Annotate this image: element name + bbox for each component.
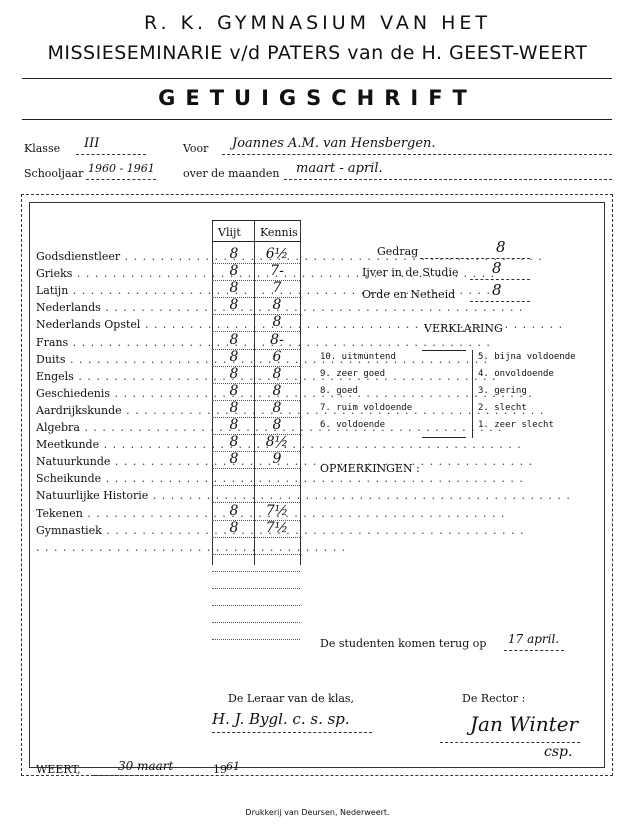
- vlijt-grade: 8: [229, 280, 239, 297]
- col-kennis-header: Kennis: [260, 226, 298, 239]
- kennis-grade: 7½: [265, 502, 289, 519]
- kennis-grade: 9: [272, 451, 282, 468]
- kennis-grade: 8: [272, 365, 282, 382]
- vlijt-grade: 8: [229, 348, 239, 365]
- ijver-value: 8: [492, 259, 502, 277]
- gedrag-line: [420, 258, 530, 259]
- subject-label: Natuurlijke Historie . . .: [36, 489, 208, 506]
- grade-row-rule: [212, 537, 300, 538]
- voor-value: Joannes A.M. van Hensbergen.: [232, 136, 436, 151]
- vlijt-grade: 8: [229, 331, 239, 348]
- klasse-label: Klasse: [24, 142, 61, 155]
- vlijt-grade: 8: [229, 382, 239, 399]
- leraar-label: De Leraar van de klas,: [228, 692, 355, 705]
- rector-signature: Jan Winter: [470, 712, 579, 736]
- subject-label: Scheikunde . . .: [36, 472, 208, 489]
- verklaring-item: 8. goed: [320, 386, 358, 396]
- date-value: 30 maart: [118, 759, 174, 773]
- place-label: WEERT,: [36, 763, 81, 776]
- subject-label: Geschiedenis . . .: [36, 387, 208, 404]
- gedrag-value: 8: [496, 238, 506, 256]
- maanden-line: [284, 179, 612, 180]
- subject-label: Grieks . . .: [36, 267, 208, 284]
- rector-sub: csp.: [544, 744, 573, 760]
- orde-label: Orde en Netheid: [362, 288, 456, 301]
- klasse-line: [76, 154, 146, 155]
- kennis-grade: 8: [272, 314, 282, 331]
- subject-label: Nederlands . . .: [36, 301, 208, 318]
- leraar-line: [212, 732, 372, 733]
- grade-row-rule: [212, 554, 300, 555]
- verklaring-item: 6. voldoende: [320, 420, 386, 430]
- vlijt-grade: 8: [229, 246, 239, 262]
- vlijt-grade: 8: [229, 417, 239, 433]
- voor-label: Voor: [183, 142, 209, 155]
- terug-date: 17 april.: [508, 632, 560, 646]
- verklaring-item: 1. zeer slecht: [478, 420, 554, 430]
- subject-label: Latijn . . .: [36, 284, 208, 301]
- schooljaar-value: 1960 - 1961: [88, 162, 155, 175]
- leraar-signature: H. J. Bygl. c. s. sp.: [212, 710, 350, 728]
- verklaring-item: 5. bijna voldoende: [478, 352, 576, 362]
- maanden-label: over de maanden: [183, 167, 280, 180]
- date-line: [94, 775, 204, 776]
- subject-label: Meetkunde . . .: [36, 438, 208, 455]
- verklaring-item: 4. onvoldoende: [478, 369, 554, 379]
- vlijt-grade: 8: [229, 399, 239, 416]
- table-top-rule: [212, 220, 300, 221]
- grade-row-rule: [212, 485, 300, 486]
- klasse-value: III: [84, 136, 100, 151]
- subject-label: Natuurkunde . . .: [36, 455, 208, 472]
- verklaring-title: VERKLARING: [424, 322, 503, 335]
- kennis-grade: 7½: [265, 519, 289, 536]
- rector-line: [440, 742, 580, 743]
- voor-line: [222, 154, 612, 155]
- ijver-label: Ijver in de Studie: [362, 266, 459, 279]
- kennis-grade: 8: [272, 399, 282, 416]
- subject-label: Nederlands Opstel . . .: [36, 318, 208, 335]
- orde-value: 8: [492, 281, 502, 299]
- subject-label: Godsdienstleer . . .: [36, 250, 208, 267]
- schooljaar-line: [86, 179, 156, 180]
- grade-row-rule: [212, 605, 300, 606]
- header-rule: [22, 78, 612, 79]
- terug-text: De studenten komen terug op: [320, 637, 487, 650]
- vlijt-grade: 8: [229, 365, 239, 382]
- kennis-grade: 8½: [265, 434, 289, 451]
- table-header-rule: [212, 241, 300, 242]
- kennis-grade: 8: [272, 417, 282, 433]
- col-vlijt-header: Vlijt: [218, 226, 241, 239]
- opmerkingen-label: OPMERKINGEN :: [320, 462, 420, 475]
- grade-row-rule: [212, 468, 300, 469]
- grade-row-rule: [212, 571, 300, 572]
- verklaring-item: 7. ruim voldoende: [320, 403, 413, 413]
- school-name-line1: R. K. GYMNASIUM VAN HET: [143, 12, 492, 34]
- gedrag-label: Gedrag: [377, 245, 419, 258]
- grade-row-rule: [212, 639, 300, 640]
- ijver-line: [470, 279, 530, 280]
- maanden-value: maart - april.: [296, 161, 383, 176]
- subject-label: Algebra . . .: [36, 421, 208, 438]
- kennis-grade: 7-: [270, 263, 284, 280]
- schooljaar-label: Schooljaar: [24, 167, 84, 180]
- kennis-grade: 6½: [265, 246, 289, 262]
- title-rule: [22, 119, 612, 120]
- year-suffix: 61: [226, 760, 240, 773]
- kennis-grade: 8-: [270, 331, 284, 348]
- kennis-grade: 6: [272, 348, 282, 365]
- subject-label: Tekenen . . .: [36, 507, 208, 524]
- verklaring-item: 9. zeer goed: [320, 369, 386, 379]
- verklaring-item: 2. slecht: [478, 403, 527, 413]
- verklaring-item: 3. gering: [478, 386, 527, 396]
- kennis-grade: 8: [272, 382, 282, 399]
- subject-label: Aardrijkskunde . . .: [36, 404, 208, 421]
- grade-row-rule: [212, 588, 300, 589]
- subject-label: Gymnastiek . . .: [36, 524, 208, 541]
- empty-subject-row: . . . . . . . . . . . . . . . . . . . . . . . . . . . . . . . . . . .: [36, 540, 347, 554]
- kennis-grade: 8: [272, 297, 282, 314]
- vlijt-grade: 8: [229, 263, 239, 280]
- printer-credit: Drukkerij van Deursen, Nederweert.: [245, 808, 390, 817]
- terug-line: [504, 650, 564, 651]
- vlijt-grade: 8: [229, 502, 239, 519]
- kennis-grade: 7: [272, 280, 282, 297]
- vlijt-grade: 8: [229, 434, 239, 451]
- subject-label: Duits . . .: [36, 353, 208, 370]
- year-prefix: 19: [213, 763, 227, 776]
- verklaring-item: 10. uitmuntend: [320, 352, 396, 362]
- rector-label: De Rector :: [462, 692, 526, 705]
- subject-label: Frans . . .: [36, 336, 208, 353]
- verklaring-divider: [472, 350, 473, 438]
- vlijt-grade: 8: [229, 451, 239, 468]
- orde-line: [470, 301, 530, 302]
- vlijt-grade: 8: [229, 297, 239, 314]
- school-name-line2: MISSIESEMINARIE v/d PATERS van de H. GEEST-WEERT: [47, 42, 588, 64]
- verklaring-bottom-rule: [422, 437, 466, 438]
- grade-row-rule: [212, 622, 300, 623]
- vlijt-grade: 8: [229, 519, 239, 536]
- subject-label: Engels . . .: [36, 370, 208, 387]
- verklaring-top-rule: [422, 350, 466, 351]
- page-title: GETUIGSCHRIFT: [158, 86, 477, 110]
